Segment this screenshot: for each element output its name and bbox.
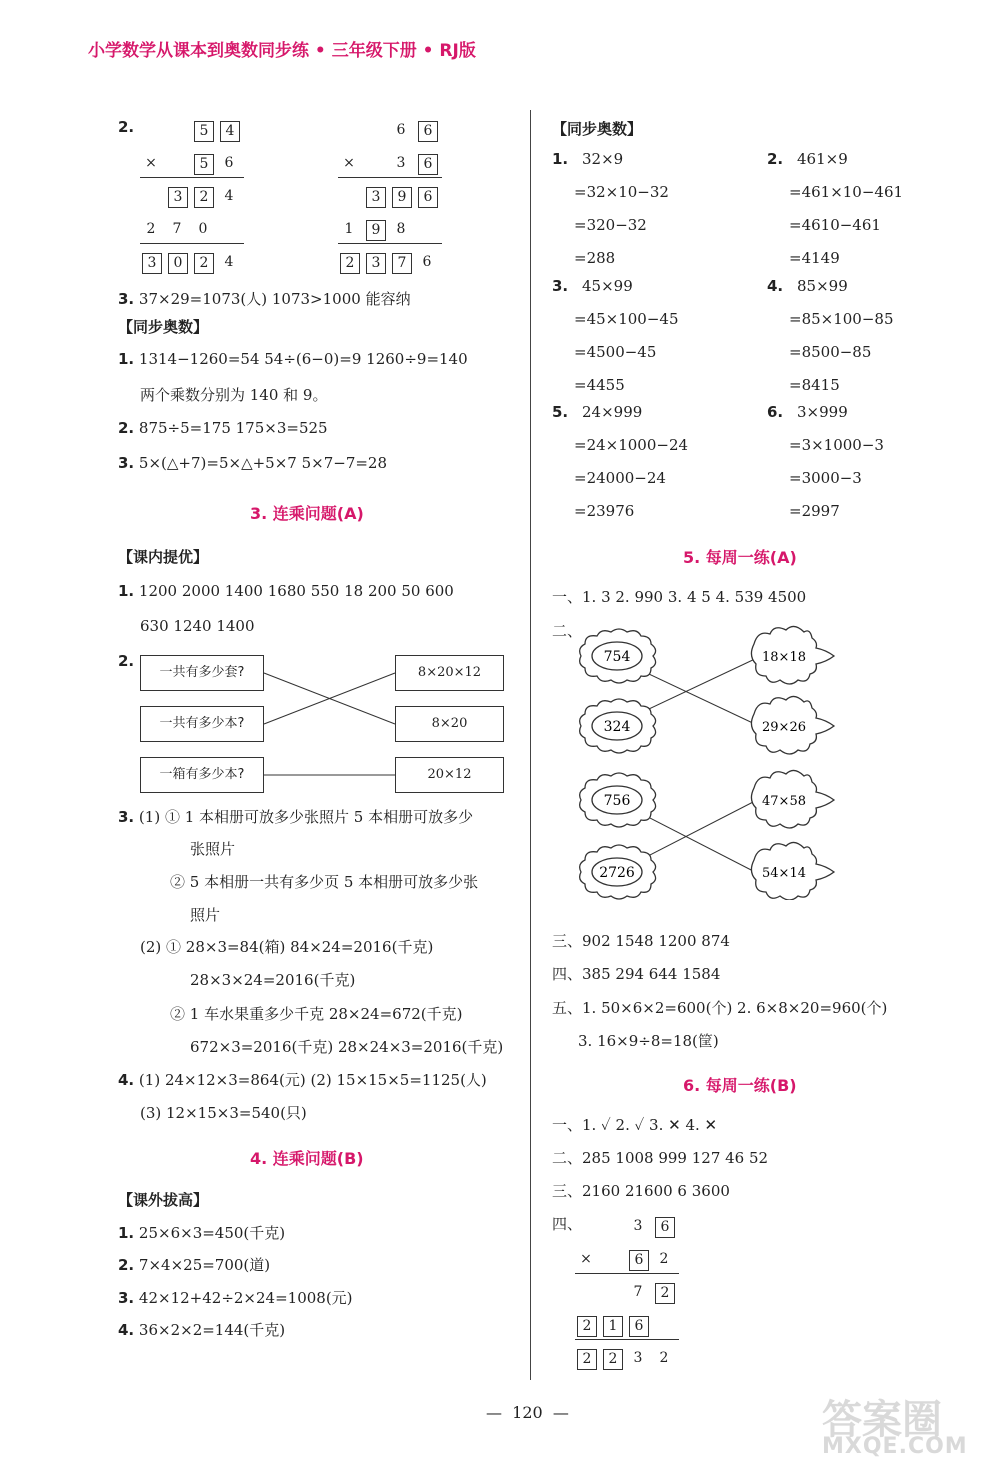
item-number: 1.	[118, 350, 135, 368]
digit: 1	[344, 221, 354, 237]
sec3-q3-line: 28×3×24=2016(千克)	[190, 971, 356, 989]
filled-digit-box: 2	[194, 253, 214, 274]
olympiad-item-number: 6.	[767, 403, 784, 421]
digit: 2	[659, 1350, 669, 1366]
filled-digit-box: 4	[220, 121, 240, 142]
item-number: 3.	[118, 808, 135, 826]
sec3-q4-line	[118, 1069, 487, 1090]
item-text: 42×12+42÷2×24=1008(元)	[138, 1289, 353, 1307]
olympiad-step: =8415	[789, 376, 840, 394]
flower-2726	[580, 845, 656, 899]
leaf-label: 47×58	[762, 794, 806, 809]
digit: 4	[224, 254, 234, 270]
section-3-subtitle: 【课内提优】	[118, 548, 209, 566]
olympiad-step: =24×1000−24	[574, 436, 689, 454]
filled-digit-box: 1	[603, 1316, 623, 1337]
multiply-sign: ×	[145, 155, 157, 171]
q3-text: 37×29=1073(人) 1073>1000 能容纳	[138, 290, 411, 308]
olympiad-step: =3000−3	[789, 469, 862, 487]
question-box: 一共有多少本?	[140, 706, 264, 742]
item-text: 36×2×2=144(千克)	[138, 1321, 286, 1339]
item-text: (1) ① 1 本相册可放多少张照片 5 本相册可放多少	[138, 808, 474, 826]
question-box: 一箱有多少本?	[140, 757, 264, 793]
olympiad-item-number: 5.	[552, 403, 569, 421]
sec3-q4-line: (3) 12×15×3=540(只)	[140, 1104, 307, 1122]
item-text: 25×6×3=450(千克)	[138, 1224, 286, 1242]
section-4-subtitle: 【课外拔高】	[118, 1191, 209, 1209]
leaf-label: 54×14	[762, 866, 806, 881]
digit: 8	[396, 221, 406, 237]
olympiad-step: =8500−85	[789, 343, 872, 361]
expression-box: 20×12	[395, 757, 504, 793]
item-text: (1) 24×12×3=864(元) (2) 15×15×5=1125(人)	[138, 1071, 487, 1089]
section-6-title: 6. 每周一练(B)	[683, 1076, 797, 1095]
item-text: 5×(△+7)=5×△+5×7 5×7−7=28	[138, 454, 388, 472]
q3-number: 3.	[118, 290, 135, 308]
rule-line	[575, 1339, 679, 1340]
olympiad-step: 45×99	[582, 277, 633, 295]
digit: 7	[172, 221, 182, 237]
question-box: 一共有多少套?	[140, 655, 264, 691]
section-5-title: 5. 每周一练(A)	[683, 548, 797, 567]
filled-digit-box: 2	[655, 1283, 675, 1304]
item-text: 1314−1260=54 54÷(6−0)=9 1260÷9=140	[138, 350, 468, 368]
flower-label: 756	[603, 793, 631, 809]
digit: 3	[633, 1218, 643, 1234]
item-number: 4.	[118, 1321, 135, 1339]
olympiad-item-number: 3.	[552, 277, 569, 295]
sec4-item	[118, 1319, 285, 1340]
filled-digit-box: 2	[577, 1316, 597, 1337]
sec5-q5b: 3. 16×9÷8=18(筐)	[578, 1032, 719, 1050]
sec4-item	[118, 1287, 353, 1308]
watermark-logo: 答案圈	[822, 1397, 942, 1443]
item-text: 875÷5=175 175×3=525	[138, 419, 328, 437]
filled-digit-box: 3	[168, 187, 188, 208]
item-number: 2.	[118, 1256, 135, 1274]
filled-digit-box: 5	[194, 121, 214, 142]
expression-box: 8×20×12	[395, 655, 504, 691]
digit: 2	[146, 221, 156, 237]
page-number-value: 120	[512, 1403, 543, 1422]
filled-digit-box: 5	[194, 154, 214, 175]
olympiad-step: =23976	[574, 502, 635, 520]
vertical-multiplication-c	[575, 1217, 685, 1377]
q2-number: 2.	[118, 118, 135, 136]
digit: 6	[224, 155, 234, 171]
sec3-q3-line: 672×3=2016(千克) 28×24×3=2016(千克)	[190, 1038, 504, 1056]
leaf-label: 18×18	[762, 650, 806, 665]
digit: 6	[422, 254, 432, 270]
sec6-q3: 三、2160 21600 6 3600	[552, 1182, 730, 1200]
sec5-q3: 三、902 1548 1200 874	[552, 932, 730, 950]
sec6-q1: 一、1. ✓ 2. ✓ 3. ✕ 4. ✕	[552, 1116, 718, 1134]
rule-line	[575, 1273, 679, 1274]
matching-figure	[540, 620, 870, 900]
sec5-q5a: 五、1. 50×6×2=600(个) 2. 6×8×20=960(个)	[552, 999, 888, 1017]
sec5-q2-label: 二、	[552, 622, 583, 640]
olympiad-step: =320−32	[574, 216, 647, 234]
filled-digit-box: 2	[603, 1349, 623, 1370]
digit: 4	[224, 188, 234, 204]
digit: 3	[633, 1350, 643, 1366]
olympiad-step: 85×99	[797, 277, 848, 295]
sec4-item	[118, 1254, 270, 1275]
digit: 7	[633, 1284, 643, 1300]
olympiad-step: 32×9	[582, 150, 624, 168]
sec3-q3-line: (2) ① 28×3=84(箱) 84×24=2016(千克)	[140, 938, 434, 956]
item-text: 1200 2000 1400 1680 550 18 200 50 600	[138, 582, 454, 600]
filled-digit-box: 2	[194, 187, 214, 208]
digit: 6	[396, 122, 406, 138]
right-olympiad-title: 【同步奥数】	[552, 120, 643, 138]
flower-754	[580, 629, 656, 683]
flower-label: 2726	[599, 865, 635, 881]
section-4-title: 4. 连乘问题(B)	[250, 1149, 364, 1168]
sec3-q3-line: 照片	[190, 906, 221, 924]
digit: 3	[396, 155, 406, 171]
leaf-18x18	[751, 626, 834, 684]
filled-digit-box: 6	[418, 154, 438, 175]
filled-digit-box: 6	[629, 1250, 649, 1271]
filled-digit-box: 2	[577, 1349, 597, 1370]
digit: 2	[659, 1251, 669, 1267]
flower-324	[580, 699, 656, 753]
sec3-q1-line2: 630 1240 1400	[140, 617, 255, 635]
item-number: 2.	[118, 419, 135, 437]
olympiad-step: =24000−24	[574, 469, 666, 487]
flower-label: 324	[603, 719, 631, 735]
item-number: 4.	[118, 1071, 135, 1089]
sec3-q3-line: ② 5 本相册一共有多少页 5 本相册可放多少张	[170, 873, 479, 891]
filled-digit-box: 2	[340, 253, 360, 274]
multiply-sign: ×	[343, 155, 355, 171]
sec3-q3-line	[118, 806, 473, 827]
item-text: 7×4×25=700(道)	[138, 1256, 271, 1274]
item-number: 1.	[118, 582, 135, 600]
filled-digit-box: 3	[142, 253, 162, 274]
sec6-q4-label: 四、	[552, 1215, 583, 1233]
olympiad-step: 24×999	[582, 403, 643, 421]
item-number: 3.	[118, 1289, 135, 1307]
sec3-q3-line: ② 1 车水果重多少千克 28×24=672(千克)	[170, 1005, 463, 1023]
section-3-title: 3. 连乘问题(A)	[250, 504, 364, 523]
watermark-url: MXQE.COM	[822, 1434, 968, 1459]
leaf-29x26	[751, 696, 834, 754]
olympiad-step: =45×100−45	[574, 310, 679, 328]
leaf-47x58	[751, 770, 834, 828]
olympiad-step: =85×100−85	[789, 310, 894, 328]
filled-digit-box: 3	[366, 253, 386, 274]
olympiad-step: =4500−45	[574, 343, 657, 361]
expression-box: 8×20	[395, 706, 504, 742]
olympiad-item-number: 1.	[552, 150, 569, 168]
olympiad-step: =4149	[789, 249, 840, 267]
olympiad-item-number: 4.	[767, 277, 784, 295]
page-number: — 120 —	[486, 1403, 569, 1422]
left-olympiad-title: 【同步奥数】	[118, 318, 209, 336]
filled-digit-box: 6	[655, 1217, 675, 1238]
olympiad-step: =461×10−461	[789, 183, 904, 201]
sec4-item	[118, 1222, 285, 1243]
filled-digit-box: 6	[629, 1316, 649, 1337]
filled-digit-box: 6	[418, 187, 438, 208]
olympiad-step: =3×1000−3	[789, 436, 884, 454]
sec3-q2-number: 2.	[118, 652, 135, 670]
digit: 0	[198, 221, 208, 237]
leaf-label: 29×26	[762, 720, 806, 735]
item-number: 1.	[118, 1224, 135, 1242]
sec5-q1: 一、1. 3 2. 990 3. 4 5 4. 539 4500	[552, 588, 807, 606]
sec6-q2: 二、285 1008 999 127 46 52	[552, 1149, 769, 1167]
olympiad-item-number: 2.	[767, 150, 784, 168]
header-title: 小学数学从课本到奥数同步练 • 三年级下册 • RJ版	[88, 41, 476, 61]
olympiad-step: =4610−461	[789, 216, 881, 234]
item-text: 两个乘数分别为 140 和 9。	[140, 386, 328, 404]
leaf-54x14	[751, 842, 834, 900]
filled-digit-box: 9	[366, 220, 386, 241]
olympiad-step: =2997	[789, 502, 840, 520]
olympiad-step: 3×999	[797, 403, 848, 421]
olympiad-step: =32×10−32	[574, 183, 669, 201]
filled-digit-box: 6	[418, 121, 438, 142]
filled-digit-box: 3	[366, 187, 386, 208]
filled-digit-box: 7	[392, 253, 412, 274]
sec5-q4: 四、385 294 644 1584	[552, 965, 721, 983]
sec3-q3-line: 张照片	[190, 840, 236, 858]
flower-label: 754	[603, 649, 631, 665]
filled-digit-box: 9	[392, 187, 412, 208]
filled-digit-box: 0	[168, 253, 188, 274]
flower-756	[580, 773, 656, 827]
olympiad-step: 461×9	[797, 150, 848, 168]
olympiad-step: =4455	[574, 376, 625, 394]
item-number: 3.	[118, 454, 135, 472]
multiply-sign: ×	[580, 1251, 592, 1267]
olympiad-step: =288	[574, 249, 616, 267]
